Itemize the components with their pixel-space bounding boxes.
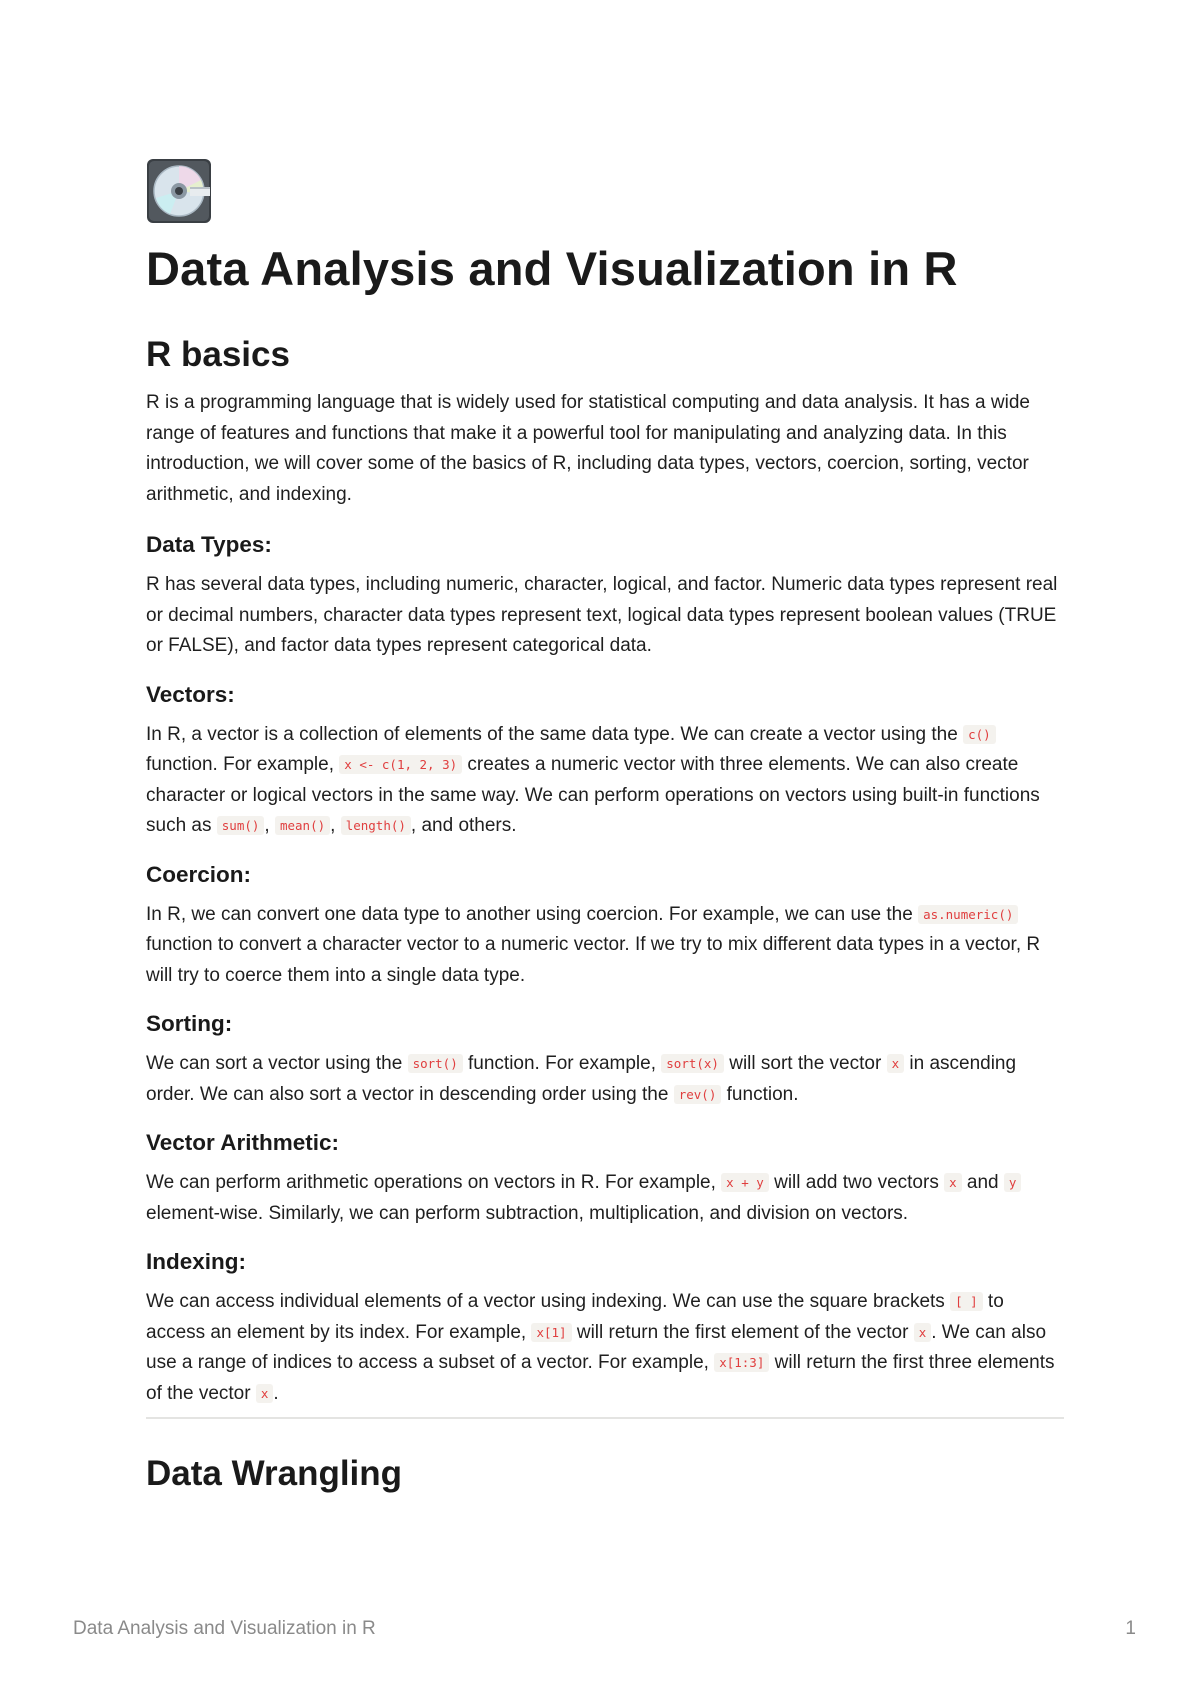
footer-title: Data Analysis and Visualization in R (73, 1618, 376, 1639)
heading-data-types: Data Types: (146, 532, 272, 557)
text-run: element-wise. Similarly, we can perform subtraction, multiplication, and division on vectors. (146, 1202, 909, 1224)
paragraph-coercion (146, 900, 1064, 992)
page-number: 1 (1125, 1618, 1136, 1639)
inline-code: x[1:3] (714, 1353, 769, 1372)
text-run: will sort the vector (723, 1053, 887, 1074)
text-run: In R, a vector is a collection of elements of the same data type. We can create a vector using the (146, 723, 964, 745)
text-run: We can perform arithmetic operations on vectors in R. For example, (146, 1172, 722, 1193)
paragraph-sorting (146, 1049, 1064, 1110)
text-run: . (273, 1382, 279, 1404)
inline-code: sum() (217, 816, 265, 835)
inline-code: length() (341, 816, 411, 835)
text-run: and (961, 1172, 1004, 1193)
inline-code: as.numeric() (918, 905, 1018, 924)
inline-code: sort() (408, 1054, 463, 1073)
page-title: Data Analysis and Visualization in R (146, 242, 958, 295)
text-run: function. For example, (146, 754, 340, 775)
text-run: We can sort a vector using the (146, 1053, 408, 1074)
text-run: function. (721, 1083, 799, 1105)
text-run: in ascending order. We can also sort a vector in descending order using the (146, 1053, 1017, 1105)
inline-code: x (914, 1323, 932, 1342)
page-content (146, 158, 1064, 1507)
text-run: function to convert a character vector to a numeric vector. If we try to mix different data types in a vector, R will try to coerce them into a single data type. (146, 934, 1041, 986)
text-run: , and others. (410, 815, 517, 836)
text-run: , (330, 815, 341, 836)
heading-sorting: Sorting: (146, 1011, 233, 1036)
paragraph-data-types: R has several data types, including numeric, character, logical, and factor. Numeric data types represent real or decimal numbers, character data types represent text, logical data types represent boolean values (TRUE or FALSE), and factor data types represent categorical data. (146, 574, 1058, 656)
paragraph-indexing (146, 1287, 1064, 1409)
section-divider (146, 1417, 1064, 1419)
inline-code: sort(x) (661, 1054, 724, 1073)
text-run: will return the first three elements of the vector (146, 1352, 1055, 1404)
inline-code: mean() (275, 816, 330, 835)
heading-vectors: Vectors: (146, 681, 235, 707)
text-run: In R, we can convert one data type to another using coercion. For example, we can use the (146, 903, 919, 925)
inline-code: y (1004, 1173, 1022, 1192)
text-run: function. For example, (462, 1053, 662, 1074)
inline-code: x (256, 1384, 274, 1403)
text-run: will return the first element of the vector (571, 1321, 914, 1343)
paragraph-vector-arithmetic (146, 1168, 1064, 1229)
inline-code: x <- c(1, 2, 3) (339, 755, 462, 774)
inline-code: x (887, 1054, 905, 1073)
text-run: . We can also use a range of indices to access a subset of a vector. For example, (146, 1321, 1047, 1373)
minidisc-icon (146, 158, 212, 224)
heading-r-basics: R basics (146, 335, 290, 374)
text-run: , (264, 815, 275, 836)
inline-code: c() (963, 725, 996, 744)
inline-code: rev() (674, 1085, 722, 1104)
paragraph-r-basics-intro: R is a programming language that is widely used for statistical computing and data analysis. It has a wide range of features and functions that make it a powerful tool for manipulating and analyzing data. In this introduction, we will cover some of the basics of R, including data types, vectors, coercion, sorting, vector arithmetic, and indexing. (146, 392, 1030, 505)
inline-code: [ ] (950, 1292, 983, 1311)
text-run: creates a numeric vector with three elements. We can also create character or logical vectors in the same way. We can perform operations on vectors using built-in functions such as (146, 754, 1040, 836)
paragraph-vectors (146, 720, 1064, 842)
page-footer (73, 1618, 1136, 1640)
text-run: to access an element by its index. For example, (146, 1291, 1004, 1343)
inline-code: x (944, 1173, 962, 1192)
text-run: will add two vectors (768, 1172, 945, 1193)
heading-coercion: Coercion: (146, 861, 252, 887)
heading-indexing: Indexing: (146, 1249, 246, 1274)
heading-vector-arithmetic: Vector Arithmetic: (146, 1130, 339, 1155)
inline-code: x[1] (531, 1323, 571, 1342)
text-run: We can access individual elements of a vector using indexing. We can use the square brackets (146, 1291, 951, 1312)
inline-code: x + y (721, 1173, 769, 1192)
heading-data-wrangling: Data Wrangling (146, 1454, 403, 1493)
